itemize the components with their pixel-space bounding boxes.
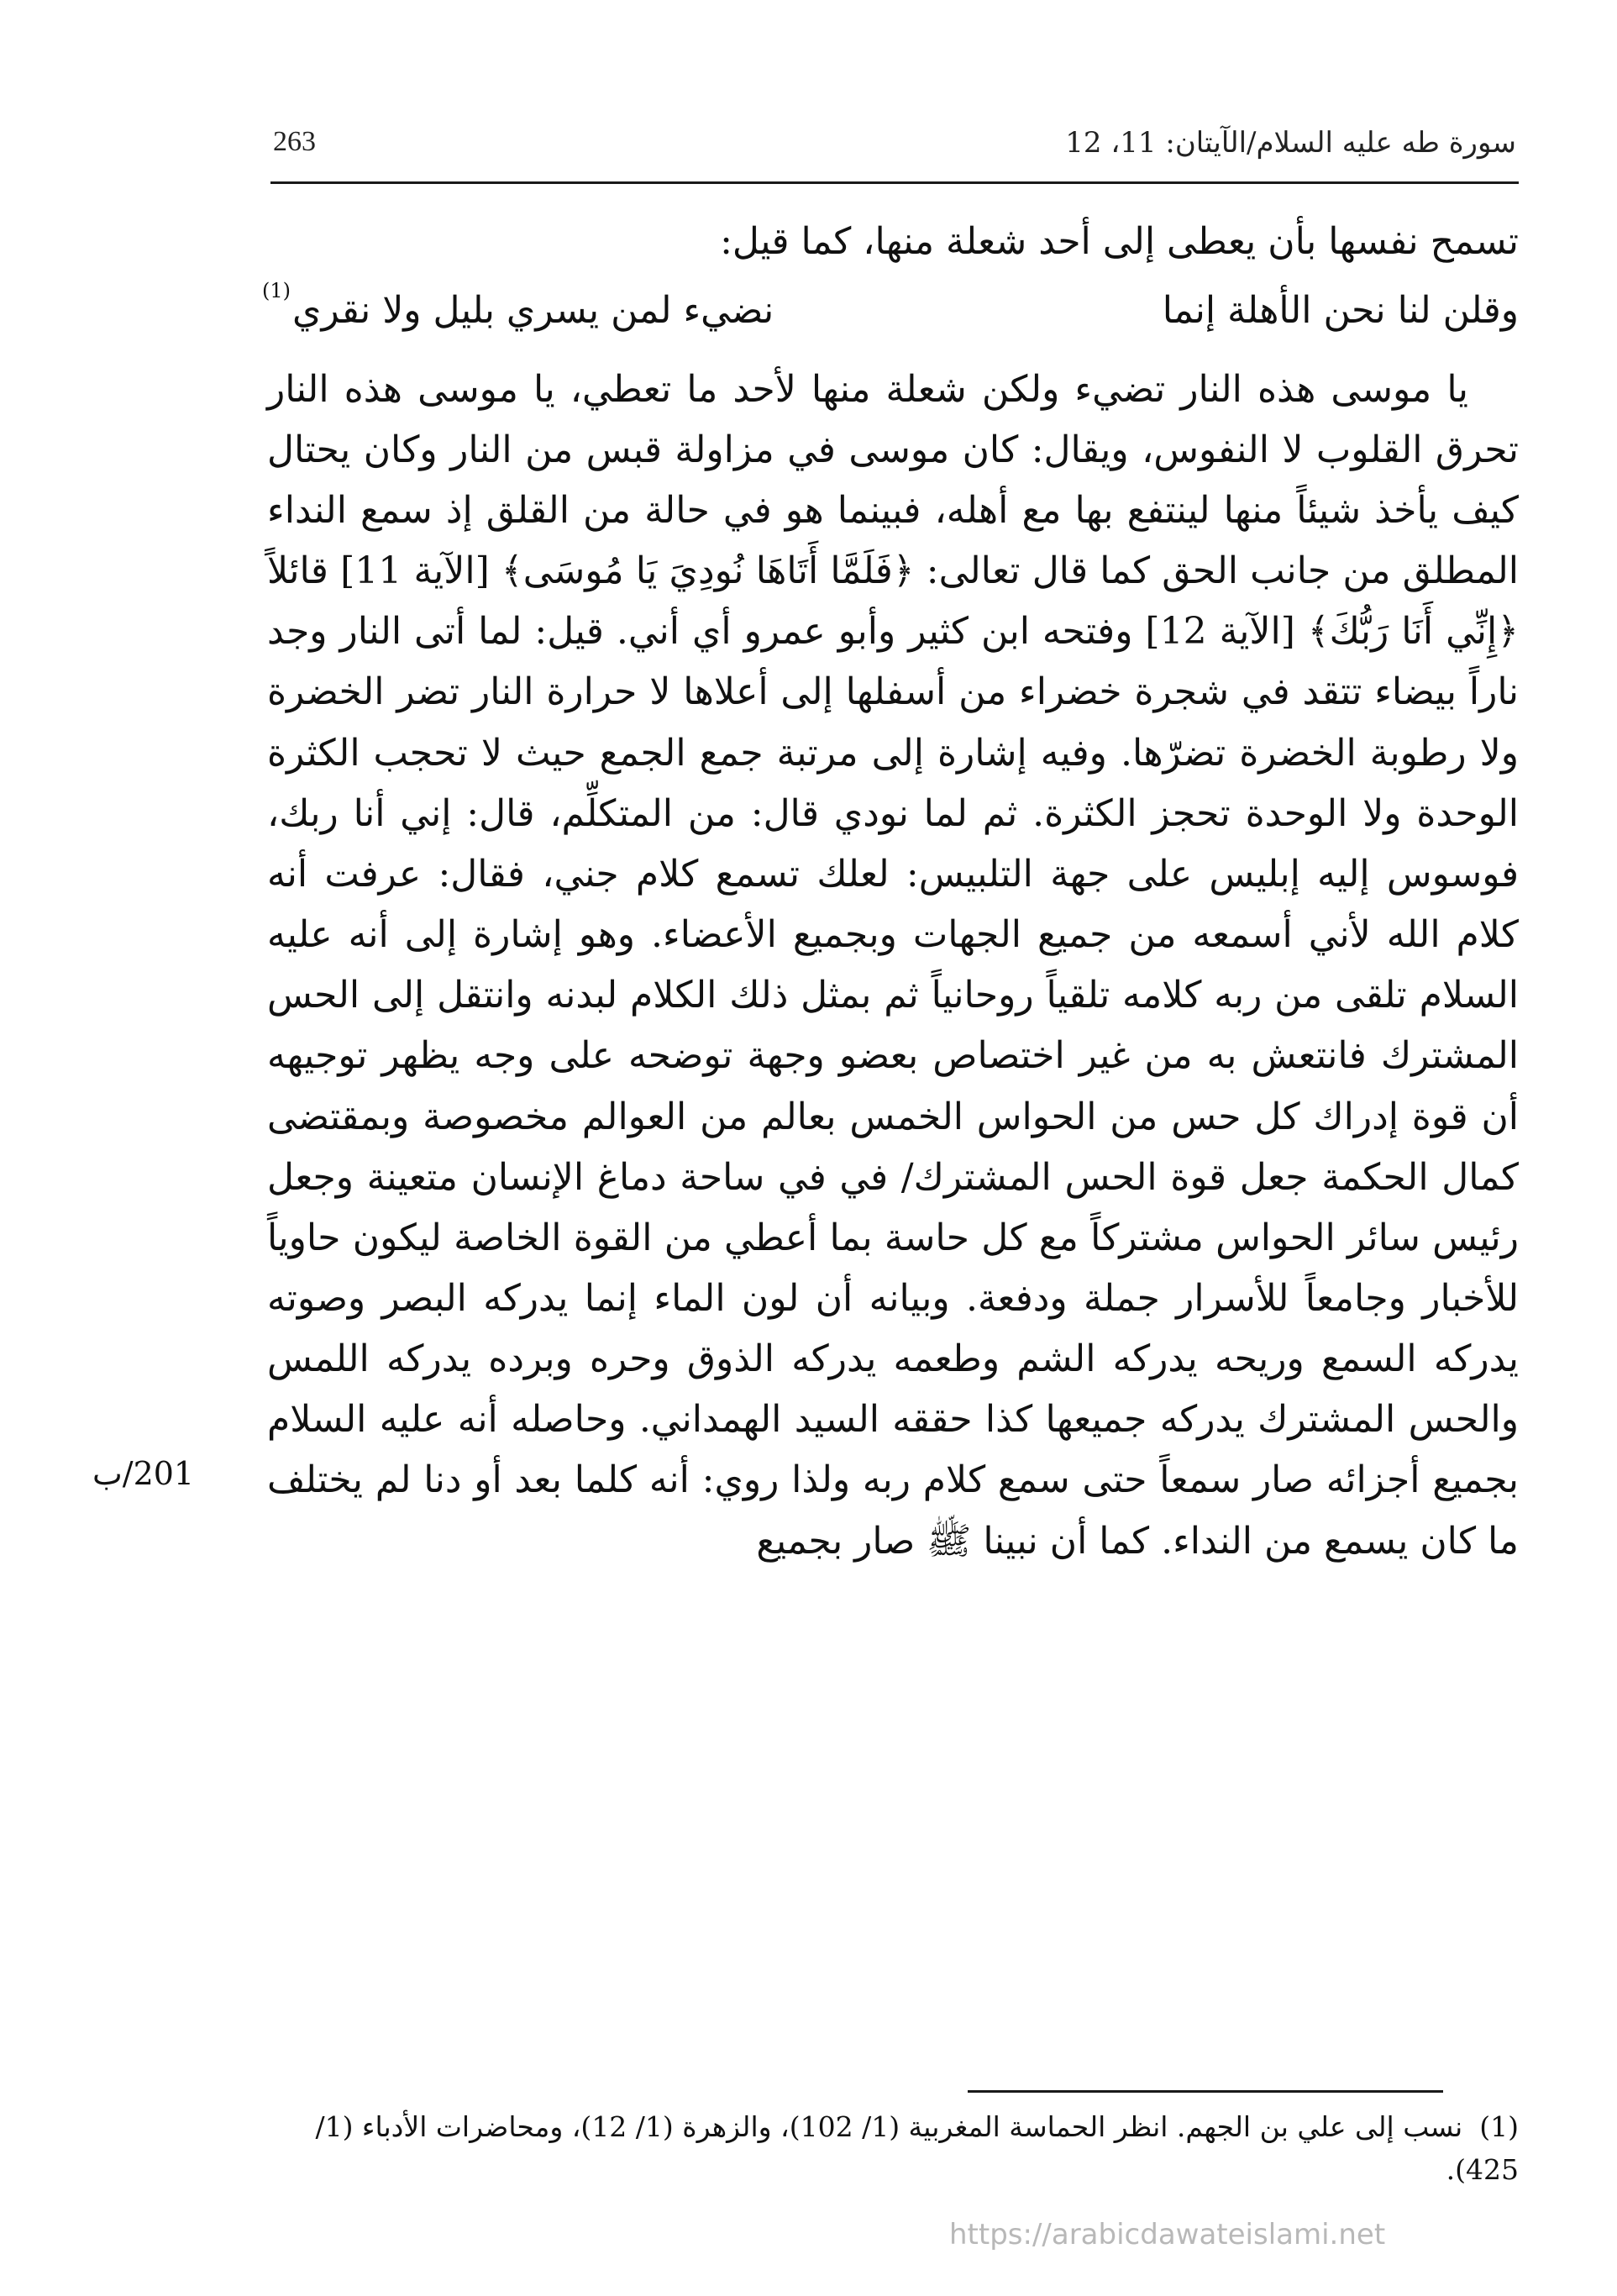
footnote-divider [968, 2090, 1443, 2093]
main-paragraph: يا موسى هذه النار تضيء ولكن شعلة منها لأحد ما تعطي، يا موسى هذه النار تحرق القلوب لا النفوس، ويقال: كان موسى في مزاولة قبس من النار وكان يحتال كيف يأخذ شيئاً منها لينتفع بها مع أهله، فبينما هو في حالة من القلق إذ سمع النداء المطلق من جانب الحق كما قال تعالى: ﴿فَلَمَّا أَتَاهَا نُودِيَ يَا مُوسَى﴾ [الآية 11] قائلاً ﴿إِنِّي أَنَا رَبُّكَ﴾ [الآية 12] وفتحه ابن كثير وأبو عمرو أي أني. قيل: لما أتى النار وجد ناراً بيضاء تتقد في شجرة خضراء من أسفلها إلى أعلاها لا حرارة النار تضر الخضرة ولا رطوبة الخضرة تضرّها. وفيه إشارة إلى مرتبة جمع الجمع حيث لا تحجب الكثرة الوحدة ولا الوحدة تحجز الكثرة. ثم لما نودي قال: من المتكلِّم، قال: إني أنا ربك، فوسوس إليه إبليس على جهة التلبيس: لعلك تسمع كلام جني، فقال: عرفت أنه كلام الله لأني أسمعه من جميع الجهات وبجميع الأعضاء. وهو إشارة إلى أنه عليه السلام تلقى من ربه كلامه تلقياً روحانياً ثم بمثل ذلك الكلام لبدنه وانتقل إلى الحس المشترك فانتعش به من غير اختصاص بعضو وجهة توضحه على وجه يظهر توجيهه أن قوة إدراك كل حس من الحواس الخمس بعالم من العوالم مخصوصة وبمقتضى كمال الحكمة جعل قوة الحس المشترك/ في في ساحة دماغ الإنسان متعينة وجعل رئيس سائر الحواس مشتركاً مع كل حاسة بما أعطي من القوة الخاصة ليكون حاوياً للأخبار وجامعاً للأسرار جملة ودفعة. وبيانه أن لون الماء إنما يدركه البصر وصوته يدركه السمع وريحه يدركه الشم وطعمه يدركه الذوق وحره وبرده يدركه اللمس والحس المشترك يدركه جميعها كذا حققه السيد الهمداني. وحاصله أنه عليه السلام بجميع أجزائه صار سمعاً حتى سمع كلام ربه ولذا روي: أنه كلما بعد أو دنا لم يختلف ما كان يسمع من النداء. كما أن نبينا ﷺ صار بجميع [267, 367, 1520, 1563]
page-number: 263 [273, 126, 316, 157]
footnote-item [267, 2105, 1519, 2191]
running-header-title: سورة طه عليه السلام/الآيتان: 11، 12 [1065, 126, 1516, 160]
footnote-reference[interactable]: (1) [262, 279, 291, 303]
poetry-verse [262, 275, 1519, 347]
running-header [273, 126, 1516, 176]
header-divider [270, 181, 1519, 184]
footnote-text: نسب إلى علي بن الجهم. انظر الحماسة المغربية (1/ 102)، والزهرة (1/ 12)، ومحاضرات الأدباء (1/ 425). [315, 2110, 1519, 2187]
verse-first-hemistich: وقلن لنا نحن الأهلة إنما [1162, 289, 1519, 333]
watermark-url: https://arabicdawateislami.net [949, 2218, 1386, 2251]
manuscript-folio-note: 201/ب [92, 1455, 195, 1492]
footnote-marker: (1) [1479, 2110, 1519, 2143]
footnotes-section [267, 2105, 1519, 2191]
verse-second-hemistich: نضيء لمن يسري بليل ولا نقري [292, 289, 774, 333]
opening-line: تسمح نفسها بأن يعطى إلى أحد شعلة منها، كما قيل: [720, 220, 1519, 263]
main-text-block [262, 212, 1520, 1577]
